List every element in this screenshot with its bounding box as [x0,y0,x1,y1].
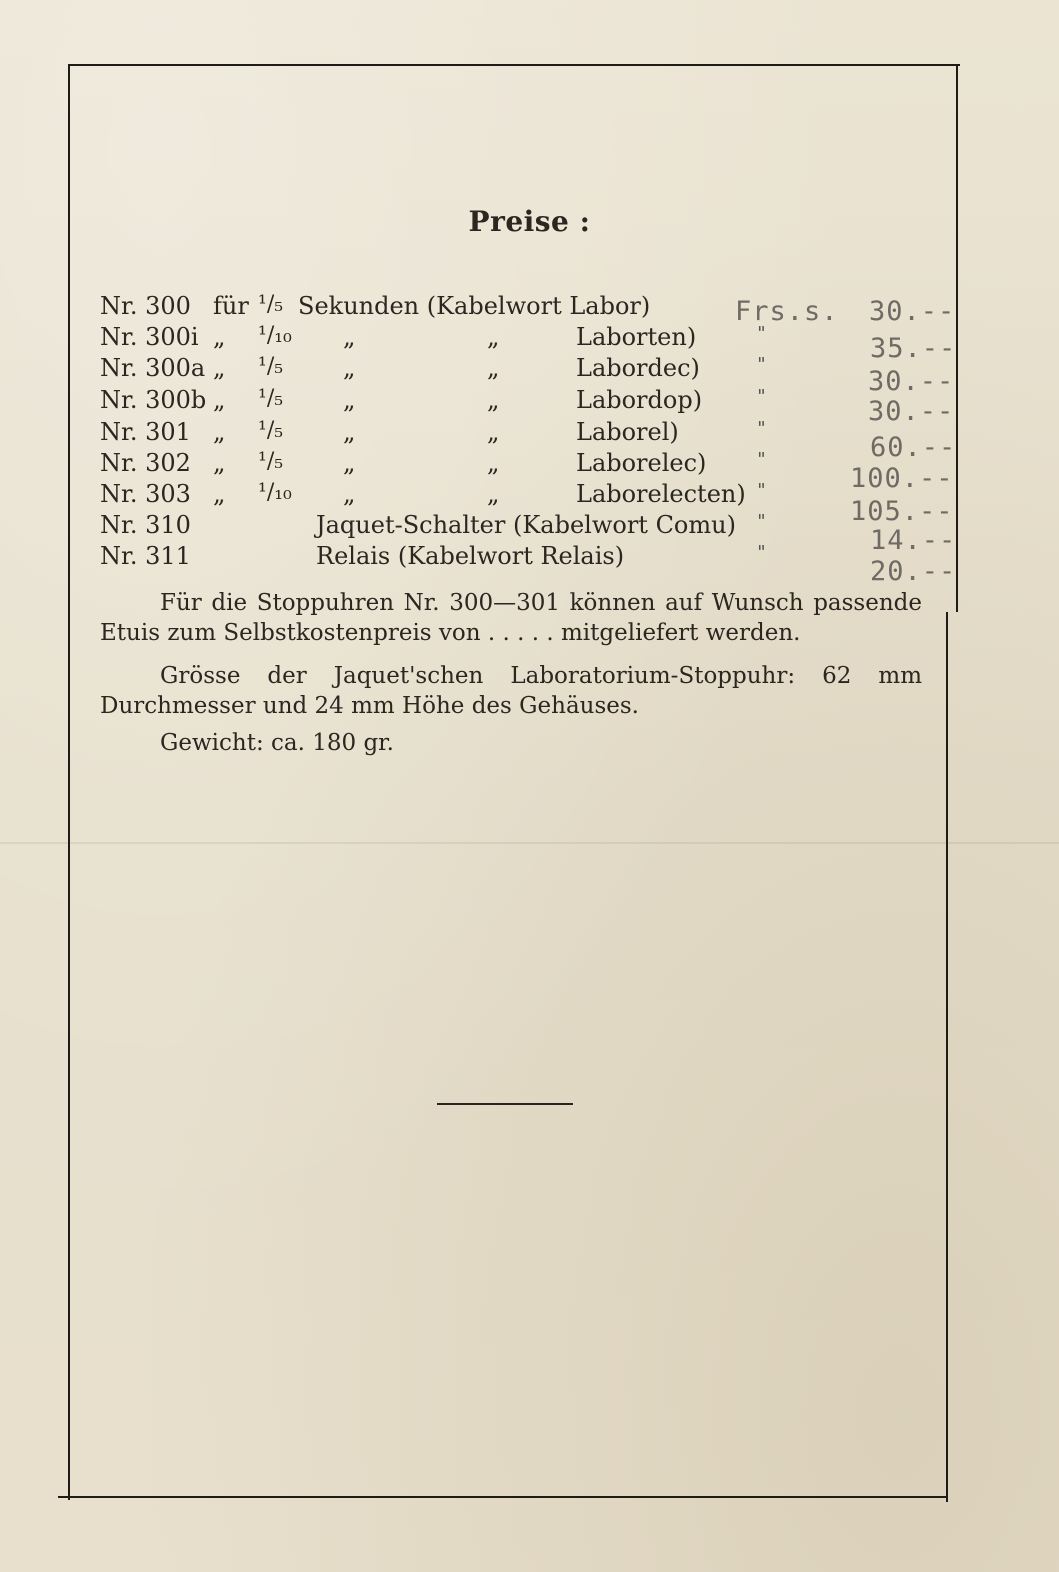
ditto-mark-typed: " [756,449,767,470]
item-cable-word: Labordop) [576,386,703,414]
ditto-mark-typed: " [756,386,767,407]
ditto-mark-typed: " [756,354,767,375]
item-fur: für [213,292,249,320]
item-fraction: ¹/₁₀ [258,480,292,505]
ditto-mark-typed: " [756,323,767,344]
price-value: 30.-- [868,366,955,397]
ditto-mark: „ [343,418,356,446]
ditto-mark: „ [487,354,500,382]
item-fraction: ¹/₁₀ [258,323,292,348]
frame-bottom-line [58,1496,948,1498]
item-fraction: ¹/₅ [258,354,284,379]
item-description: Sekunden (Kabelwort Labor) [298,292,651,320]
item-label: Relais (Kabelwort Relais) [316,542,625,570]
ditto-mark: „ [487,480,500,508]
ditto-mark-typed: " [756,418,767,439]
ditto-mark-typed: " [756,480,767,501]
frame-top-line [68,64,960,66]
item-fur: „ [213,480,226,508]
ditto-mark-typed: " [756,542,767,563]
item-label: Jaquet-Schalter (Kabelwort Comu) [316,511,736,539]
frame-right-line-lower [946,612,948,1502]
ditto-mark: „ [343,354,356,382]
price-value: 14.-- [870,525,957,556]
item-cable-word: Labordec) [576,354,700,382]
paragraph-etuis-text: Für die Stoppuhren Nr. 300—301 können auf Wunsch passende Etuis zum Selbstkostenpreis von . . . . . mitgeliefert werden. [100,590,922,646]
item-number: Nr. 300b [100,386,207,414]
item-number: Nr. 311 [100,542,191,570]
item-number: Nr. 301 [100,418,191,446]
item-fur: „ [213,354,226,382]
ditto-mark: „ [343,480,356,508]
item-number: Nr. 300 [100,292,191,320]
paragraph-size-text: Grösse der Jaquet'schen Laboratorium-Stoppuhr: 62 mm Durchmesser und 24 mm Höhe des Gehäuses. [100,663,922,719]
ditto-mark: „ [487,418,500,446]
price-value: 100.-- [850,463,954,494]
item-cable-word: Laborten) [576,323,697,351]
ditto-mark: „ [487,323,500,351]
price-value: 30.-- [868,396,955,427]
item-number: Nr. 300a [100,354,206,382]
section-divider [437,1103,573,1105]
item-fur: „ [213,386,226,414]
ditto-mark-typed: " [756,511,767,532]
item-fraction: ¹/₅ [258,386,284,411]
price-value: 60.-- [870,432,957,463]
item-fraction: ¹/₅ [258,449,284,474]
paragraph-size [100,661,922,721]
currency-label: Frs.s. [735,296,839,327]
price-value: 105.-- [850,496,954,527]
item-fraction: ¹/₅ [258,418,284,443]
item-number: Nr. 300i [100,323,199,351]
paper-fold [0,842,1059,844]
item-number: Nr. 310 [100,511,191,539]
ditto-mark: „ [487,449,500,477]
item-fraction: ¹/₅ [258,292,284,317]
price-value: 35.-- [870,333,957,364]
frame-left-line [68,64,70,1500]
price-value: 30.-- [869,296,956,327]
ditto-mark: „ [343,449,356,477]
item-fur: „ [213,418,226,446]
item-cable-word: Laborelecten) [576,480,746,508]
price-value: 20.-- [870,556,957,587]
item-number: Nr. 302 [100,449,191,477]
paragraph-weight [100,728,922,758]
ditto-mark: „ [343,323,356,351]
page-title: Preise : [468,205,591,238]
paragraph-etuis [100,588,922,648]
item-cable-word: Laborelec) [576,449,707,477]
item-number: Nr. 303 [100,480,191,508]
ditto-mark: „ [343,386,356,414]
item-fur: „ [213,449,226,477]
ditto-mark: „ [487,386,500,414]
item-fur: „ [213,323,226,351]
paragraph-weight-text: Gewicht: ca. 180 gr. [160,730,394,756]
item-cable-word: Laborel) [576,418,679,446]
